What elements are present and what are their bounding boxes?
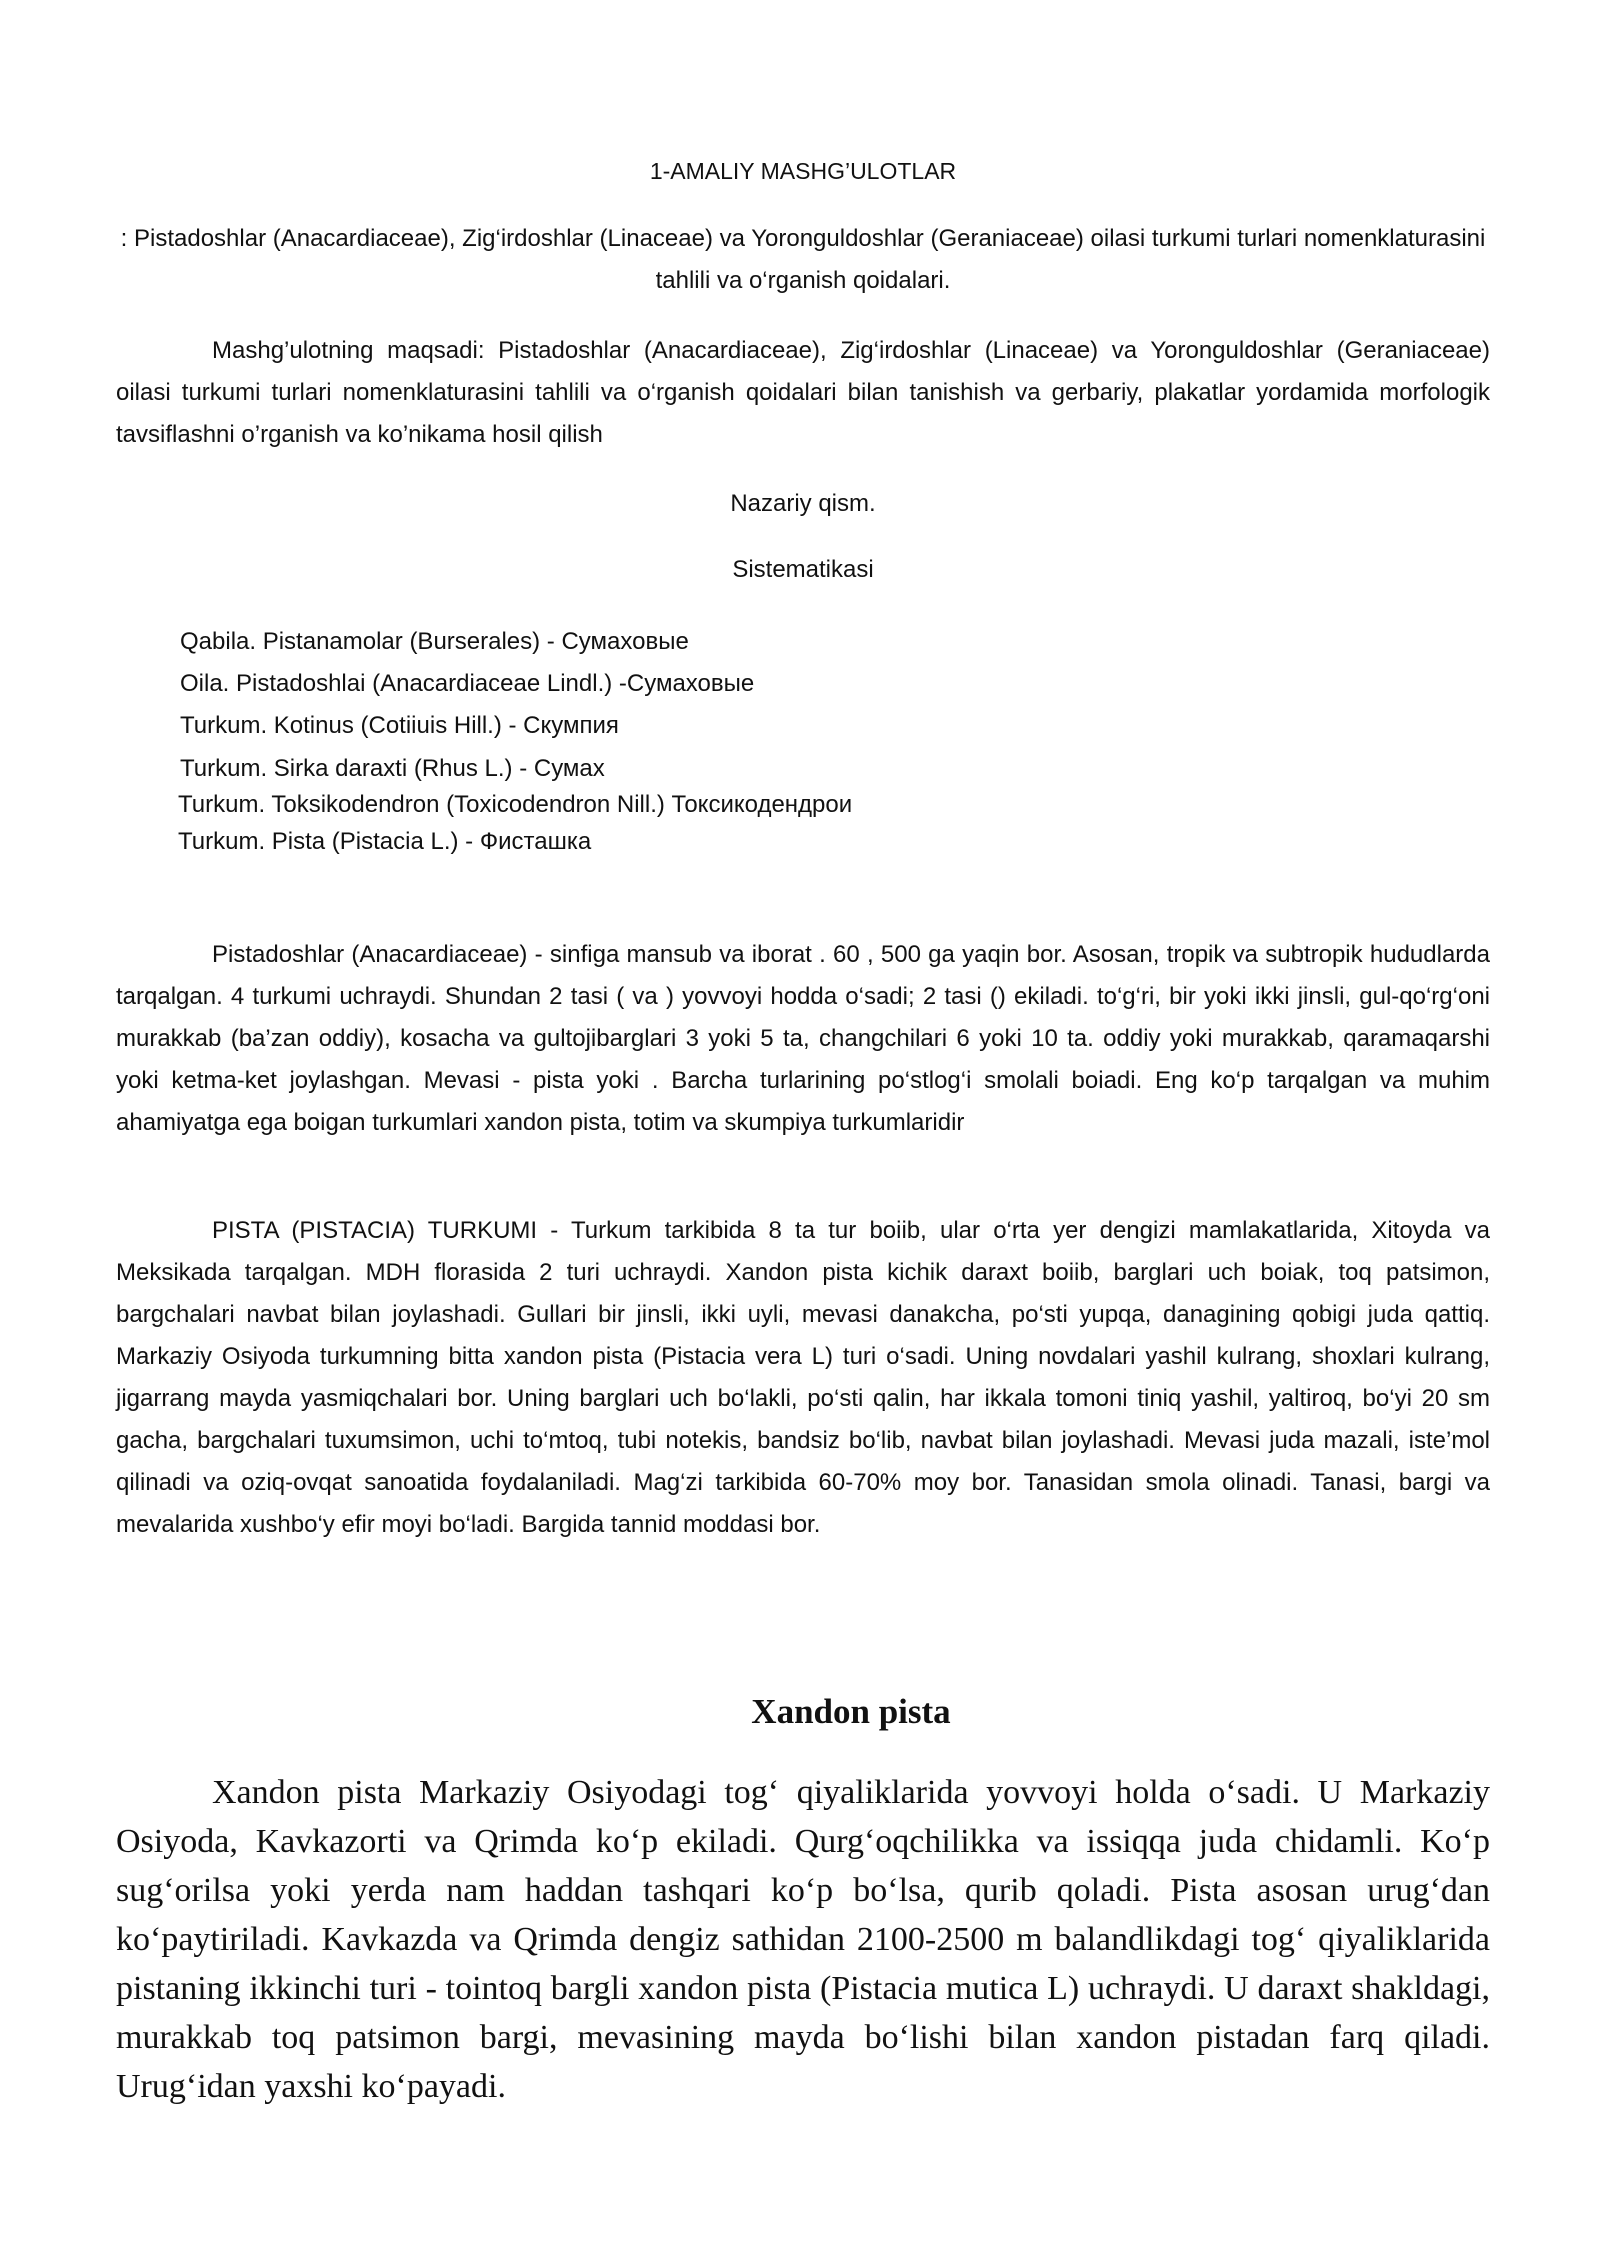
taxonomy-line-genus-pistacia: Turkum. Pista (Pistacia L.) - Фисташка	[178, 828, 592, 855]
lesson-purpose-paragraph: Mashg’ulotning maqsadi: Pistadoshlar (Anacardiaceae), Zig‘irdoshlar (Linaceae) va Yoronguldoshlar (Geraniaceae) oilasi turkumi turlari nomenklaturasini tahlili va o‘rganish qoidalari bilan tanishish va gerbariy, plakatlar yordamida morfologik tavsiflashni o’rganish va ko’nikama hosil qilish	[116, 337, 1490, 448]
taxonomy-line-family: Oila. Pistadoshlai (Anacardiaceae Lindl.) -Сумаховые	[180, 670, 755, 697]
paragraph-family-description: Pistadoshlar (Anacardiaceae) - sinfiga mansub va iborat . 60 , 500 ga yaqin bor. Asosan, tropik va subtropik hududlarda tarqalgan. 4 turkumi uchraydi. Shundan 2 tasi ( va ) yovvoyi hodda o‘sadi; 2 tasi () ekiladi. to‘g‘ri, bir yoki ikki jinsli, gul-qo‘rg‘oni murakkab (ba’zan oddiy), kosacha va gultojibarglari 3 yoki 5 ta, changchilari 6 yoki 10 ta. oddiy yoki murakkab, qaramaqarshi yoki ketma-ket joylashgan. Mevasi - pista yoki . Barcha turlarining po‘stlog‘i smolali boiadi. Eng ko‘p tarqalgan va muhim ahamiyatga ega boigan turkumlari xandon pista, totim va skumpiya turkumlaridir	[116, 941, 1490, 1136]
heading-xandon-pista: Xandon pista	[751, 1692, 951, 1731]
taxonomy-line-genus-cotinus: Turkum. Kotinus (Cotiiuis Hill.) - Скумпия	[180, 712, 619, 739]
document-subtitle: : Pistadoshlar (Anacardiaceae), Zig‘irdoshlar (Linaceae) va Yoronguldoshlar (Geraniaceae) oilasi turkumi turlari nomenklaturasini tahlili va o‘rganish qoidalari.	[120, 225, 1486, 294]
taxonomy-line-order: Qabila. Pistanamolar (Burserales) - Сумаховые	[180, 628, 689, 655]
taxonomy-line-genus-toxicodendron: Turkum. Toksikodendron (Toxicodendron Nill.) Токсикодендрои	[178, 791, 853, 818]
section-heading-theory: Nazariy qism.	[730, 490, 876, 517]
paragraph-genus-description: PISTA (PISTACIA) TURKUMI - Turkum tarkibida 8 ta tur boiib, ular o‘rta yer dengizi mamlakatlarida, Xitoyda va Meksikada tarqalgan. MDH florasida 2 turi uchraydi. Xandon pista kichik daraxt boiib, barglari uch boiak, toq patsimon, bargchalari navbat bilan joylashadi. Gullari bir jinsli, ikki uyli, mevasi danakcha, po‘sti yupqa, danagining qobigi juda qattiq. Markaziy Osiyoda turkumning bitta xandon pista (Pistacia vera L) turi o‘sadi. Uning novdalari yashil kulrang, shoxlari kulrang, jigarrang mayda yasmiqchalari bor. Uning barglari uch bo‘lakli, po‘sti qalin, har ikkala tomoni tiniq yashil, yaltiroq, bo‘yi 20 sm gacha, bargchalari tuxumsimon, uchi to‘mtoq, tubi notekis, bandsiz bo‘lib, navbat bilan joylashadi. Mevasi juda mazali, iste’mol qilinadi va oziq-ovqat sanoatida foydalaniladi. Mag‘zi tarkibida 60-70% moy bor. Tanasidan smola olinadi. Tanasi, bargi va mevalarida xushbo‘y efir moyi bo‘ladi. Bargida tannid moddasi bor.	[116, 1217, 1490, 1538]
document-title: 1-AMALIY MASHG’ULOTLAR	[649, 158, 957, 184]
section-heading-systematics: Sistematikasi	[732, 556, 874, 583]
taxonomy-line-genus-rhus: Turkum. Sirka daraxti (Rhus L.) - Сумах	[180, 755, 605, 782]
paragraph-species-description: Xandon pista Markaziy Osiyodagi tog‘ qiyaliklarida yovvoyi holda o‘sadi. U Markaziy Osiyoda, Kavkazorti va Qrimda ko‘p ekiladi. Qurg‘oqchilikka va issiqqa juda chidamli. Ko‘p sug‘orilsa yoki yerda nam haddan tashqari ko‘p bo‘lsa, qurib qoladi. Pista asosan urug‘dan ko‘paytiriladi. Kavkazda va Qrimda dengiz sathidan 2100-2500 m balandlikdagi tog‘ qiyaliklarida pistaning ikkinchi turi - tointoq bargli xandon pista (Pistacia mutica L) uchraydi. U daraxt shakldagi, murakkab toq patsimon bargi, mevasining mayda bo‘lishi bilan xandon pistadan farq qiladi. Urug‘idan yaxshi ko‘payadi.	[116, 1774, 1490, 2105]
